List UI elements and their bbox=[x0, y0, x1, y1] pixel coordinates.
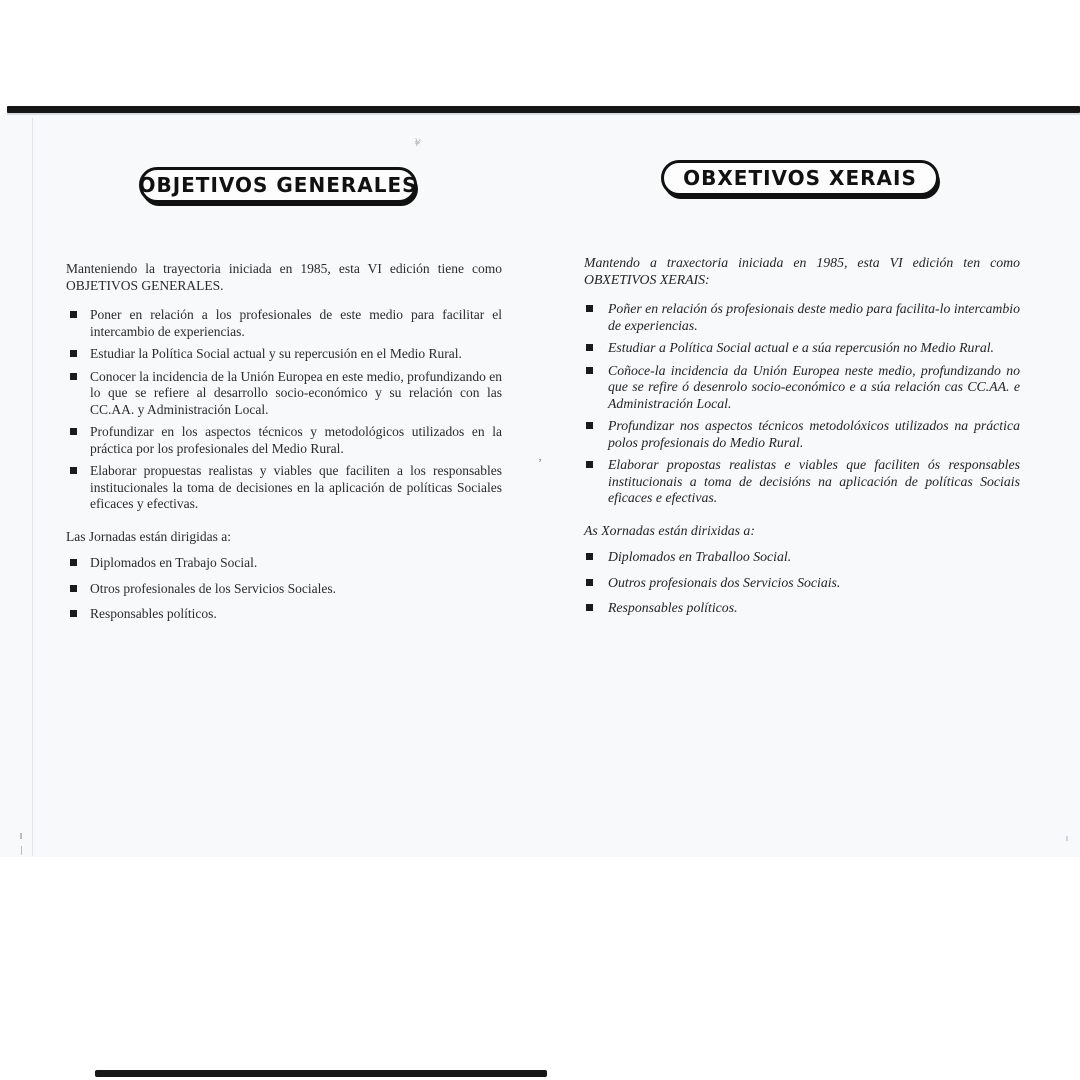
right-column bbox=[584, 255, 1020, 626]
scan-speck bbox=[21, 846, 22, 855]
bullet-square-icon bbox=[70, 428, 77, 435]
top-scan-bar-shadow bbox=[7, 113, 1080, 115]
bullet-square-icon bbox=[70, 559, 77, 566]
right-section-header-pill bbox=[661, 160, 939, 196]
bullet-square-icon bbox=[586, 422, 593, 429]
list-item bbox=[66, 581, 502, 598]
left-objectives-list bbox=[66, 307, 502, 513]
left-section-title: OBJETIVOS GENERALES bbox=[138, 173, 418, 197]
objective-text: Estudiar a Política Social actual e a súa repercusión no Medio Rural. bbox=[608, 340, 995, 355]
list-item bbox=[584, 301, 1020, 334]
objective-text: Profundizar en los aspectos técnicos y metodológicos utilizados en la práctica por los profesionales del Medio Rural. bbox=[90, 424, 502, 456]
list-item bbox=[66, 463, 502, 513]
list-item bbox=[584, 340, 1020, 357]
left-section-header-pill bbox=[139, 167, 417, 203]
audience-text: Otros profesionales de los Servicios Sociales. bbox=[90, 580, 336, 596]
list-item bbox=[66, 307, 502, 340]
list-item bbox=[584, 363, 1020, 413]
top-scan-bar bbox=[7, 106, 1080, 113]
audience-text: Responsables políticos. bbox=[90, 606, 217, 621]
audience-text: Diplomados en Traballoo Social. bbox=[608, 549, 792, 564]
bullet-square-icon bbox=[586, 344, 593, 351]
right-section-title: OBXETIVOS XERAIS bbox=[683, 166, 917, 190]
list-item bbox=[584, 549, 1020, 566]
objective-text: Elaborar propuestas realistas y viables que faciliten a los responsables institucionales la toma de decisiones en la aplicación de políticas Sociales eficaces y efectivas. bbox=[90, 463, 502, 511]
list-item bbox=[584, 457, 1020, 507]
left-column bbox=[66, 261, 502, 632]
scan-artifact-mark: ‚ bbox=[538, 449, 542, 463]
bullet-square-icon bbox=[586, 461, 593, 468]
list-item bbox=[66, 346, 502, 363]
objective-text: Poñer en relación ós profesionais deste medio para facilita-lo intercambio de experiencias. bbox=[608, 301, 1020, 333]
list-item bbox=[66, 606, 502, 623]
list-item bbox=[584, 418, 1020, 451]
right-objectives-list bbox=[584, 301, 1020, 507]
objective-text: Coñoce-la incidencia da Unión Europea neste medio, profundizando no que se refire ó desenrolo socio-económico e a súa relación cas CC.AA. e Administración Local. bbox=[608, 362, 1020, 411]
page-left-edge-shadow bbox=[32, 118, 33, 856]
bullet-square-icon bbox=[586, 579, 593, 586]
bullet-square-icon bbox=[70, 585, 77, 592]
bullet-square-icon bbox=[70, 350, 77, 357]
objective-text: Estudiar la Política Social actual y su repercusión en el Medio Rural. bbox=[90, 346, 462, 361]
bullet-square-icon bbox=[586, 305, 593, 312]
left-audience-list bbox=[66, 555, 502, 623]
audience-text: Diplomados en Trabajo Social. bbox=[90, 555, 258, 570]
objective-text: Poner en relación a los profesionales de este medio para facilitar el intercambio de experiencias. bbox=[90, 307, 502, 339]
scan-speck bbox=[1066, 836, 1068, 841]
bullet-square-icon bbox=[70, 467, 77, 474]
list-item bbox=[584, 600, 1020, 617]
scan-artifact-mark: ¥ bbox=[412, 137, 422, 150]
scan-speck bbox=[20, 833, 22, 839]
bullet-square-icon bbox=[70, 311, 77, 318]
list-item bbox=[584, 575, 1020, 592]
bullet-square-icon bbox=[586, 553, 593, 560]
right-audience-heading: As Xornadas están dirixidas a: bbox=[584, 522, 755, 538]
bullet-square-icon bbox=[586, 367, 593, 374]
list-item bbox=[66, 424, 502, 457]
objective-text: Conocer la incidencia de la Unión Europea en este medio, profundizando en lo que se refiere al desarrollo socio-económico y su relación con las CC.AA. y Administración Local. bbox=[90, 368, 502, 417]
right-audience-list bbox=[584, 549, 1020, 617]
objective-text: Profundizar nos aspectos técnicos metodolóxicos utilizados na práctica polos profesionais do Medio Rural. bbox=[608, 418, 1020, 450]
list-item bbox=[66, 369, 502, 419]
bullet-square-icon bbox=[70, 373, 77, 380]
bottom-scan-bar bbox=[95, 1070, 547, 1077]
right-intro-paragraph: Mantendo a traxectoria iniciada en 1985, esta VI edición ten como OBXETIVOS XERAIS: bbox=[584, 255, 1020, 287]
left-audience-heading: Las Jornadas están dirigidas a: bbox=[66, 528, 231, 544]
audience-text: Responsables políticos. bbox=[608, 600, 738, 615]
audience-text: Outros profesionais dos Servicios Sociais. bbox=[608, 574, 841, 590]
list-item bbox=[66, 555, 502, 572]
bullet-square-icon bbox=[70, 610, 77, 617]
objective-text: Elaborar propostas realistas e viables que faciliten ós responsables institucionais a toma de decisións na aplicación de políticas Sociais eficaces e efectivas. bbox=[608, 457, 1020, 505]
left-intro-paragraph: Manteniendo la trayectoria iniciada en 1985, esta VI edición tiene como OBJETIVOS GENERALES. bbox=[66, 261, 502, 293]
bullet-square-icon bbox=[586, 604, 593, 611]
